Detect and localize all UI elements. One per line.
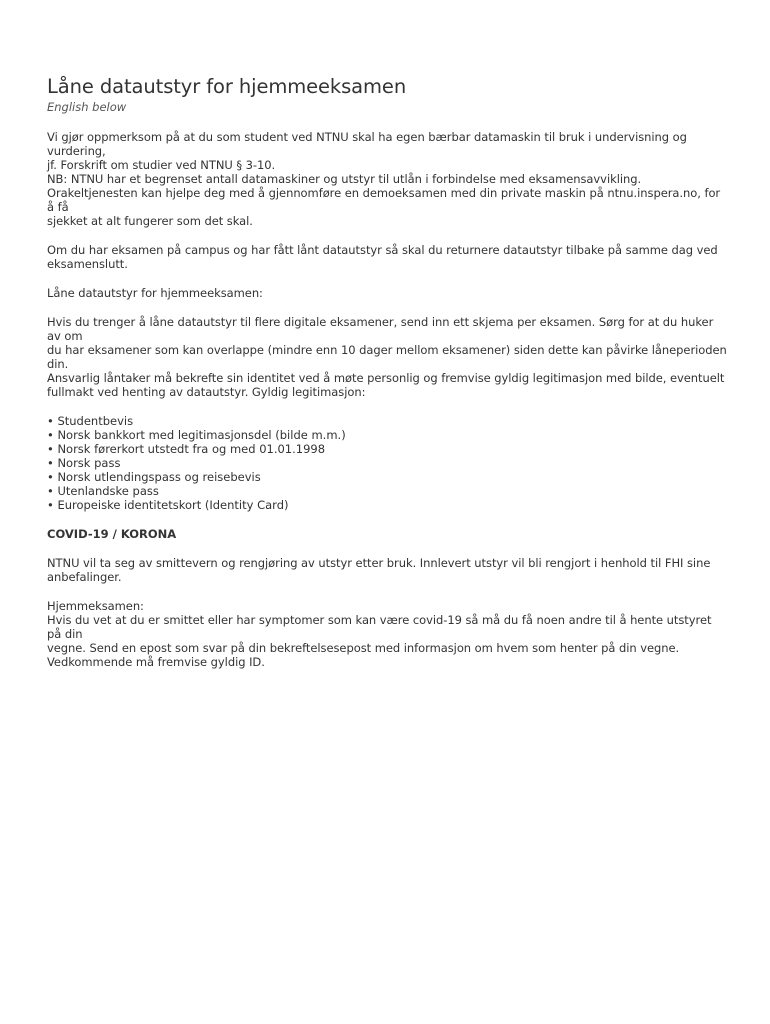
list-item: • Utenlandske pass xyxy=(47,484,159,498)
text-line: NTNU vil ta seg av smittevern og rengjøring av utstyr etter bruk. Innlevert utstyr vil bli rengjort i henhold til FHI sine xyxy=(47,556,711,570)
campus-paragraph xyxy=(47,243,727,271)
text-line: sjekket at alt fungerer som det skal. xyxy=(47,214,253,228)
home-exam-paragraph xyxy=(47,315,727,399)
covid-paragraph xyxy=(47,556,727,584)
text-line: du har eksamener som kan overlappe (mindre enn 10 dager mellom eksamener) siden dette kan påvirke låneperioden din. xyxy=(47,343,727,371)
text-line: vegne. Send en epost som svar på din bekreftelsesepost med informasjon om hvem som henter på din vegne. xyxy=(47,641,680,655)
list-item: • Europeiske identitetskort (Identity Card) xyxy=(47,498,289,512)
covid-heading: COVID-19 / KORONA xyxy=(47,527,177,541)
id-list xyxy=(47,414,727,512)
list-item: • Norsk pass xyxy=(47,456,121,470)
document xyxy=(47,74,727,684)
text-line: Vi gjør oppmerksom på at du som student ved NTNU skal ha egen bærbar datamaskin til bruk i undervisning og vurdering, xyxy=(47,130,687,158)
text-line: Orakeltjenesten kan hjelpe deg med å gjennomføre en demoeksamen med din private maskin på ntnu.inspera.no, for å få xyxy=(47,186,721,214)
page-title: Låne datautstyr for hjemmeeksamen xyxy=(47,75,407,98)
home-exam-covid-paragraph xyxy=(47,599,727,669)
list-item: • Norsk utlendingspass og reisebevis xyxy=(47,470,261,484)
text-line: Ansvarlig låntaker må bekrefte sin identitet ved å møte personlig og fremvise gyldig legitimasjon med bilde, eventuelt xyxy=(47,371,725,385)
text-line: Hjemmeksamen: xyxy=(47,599,144,613)
intro-paragraph xyxy=(47,130,727,228)
text-line: eksamenslutt. xyxy=(47,257,128,271)
text-line: Hvis du trenger å låne datautstyr til flere digitale eksamener, send inn ett skjema per eksamen. Sørg for at du huker av om xyxy=(47,315,714,343)
text-line: Hvis du vet at du er smittet eller har symptomer som kan være covid-19 så må du få noen andre til å hente utstyret på din xyxy=(47,613,712,641)
english-below-note: English below xyxy=(47,100,127,114)
text-line: NB: NTNU har et begrenset antall datamaskiner og utstyr til utlån i forbindelse med eksamensavvikling. xyxy=(47,172,642,186)
home-exam-heading: Låne datautstyr for hjemmeeksamen: xyxy=(47,286,263,300)
text-line: jf. Forskrift om studier ved NTNU § 3-10. xyxy=(47,158,276,172)
list-item: • Norsk førerkort utstedt fra og med 01.01.1998 xyxy=(47,442,326,456)
list-item: • Norsk bankkort med legitimasjonsdel (bilde m.m.) xyxy=(47,428,346,442)
text-line: anbefalinger. xyxy=(47,570,122,584)
text-line: Om du har eksamen på campus og har fått lånt datautstyr så skal du returnere datautstyr tilbake på samme dag ved xyxy=(47,243,718,257)
text-line: fullmakt ved henting av datautstyr. Gyldig legitimasjon: xyxy=(47,385,366,399)
list-item: • Studentbevis xyxy=(47,414,134,428)
text-line: Vedkommende må fremvise gyldig ID. xyxy=(47,655,265,669)
